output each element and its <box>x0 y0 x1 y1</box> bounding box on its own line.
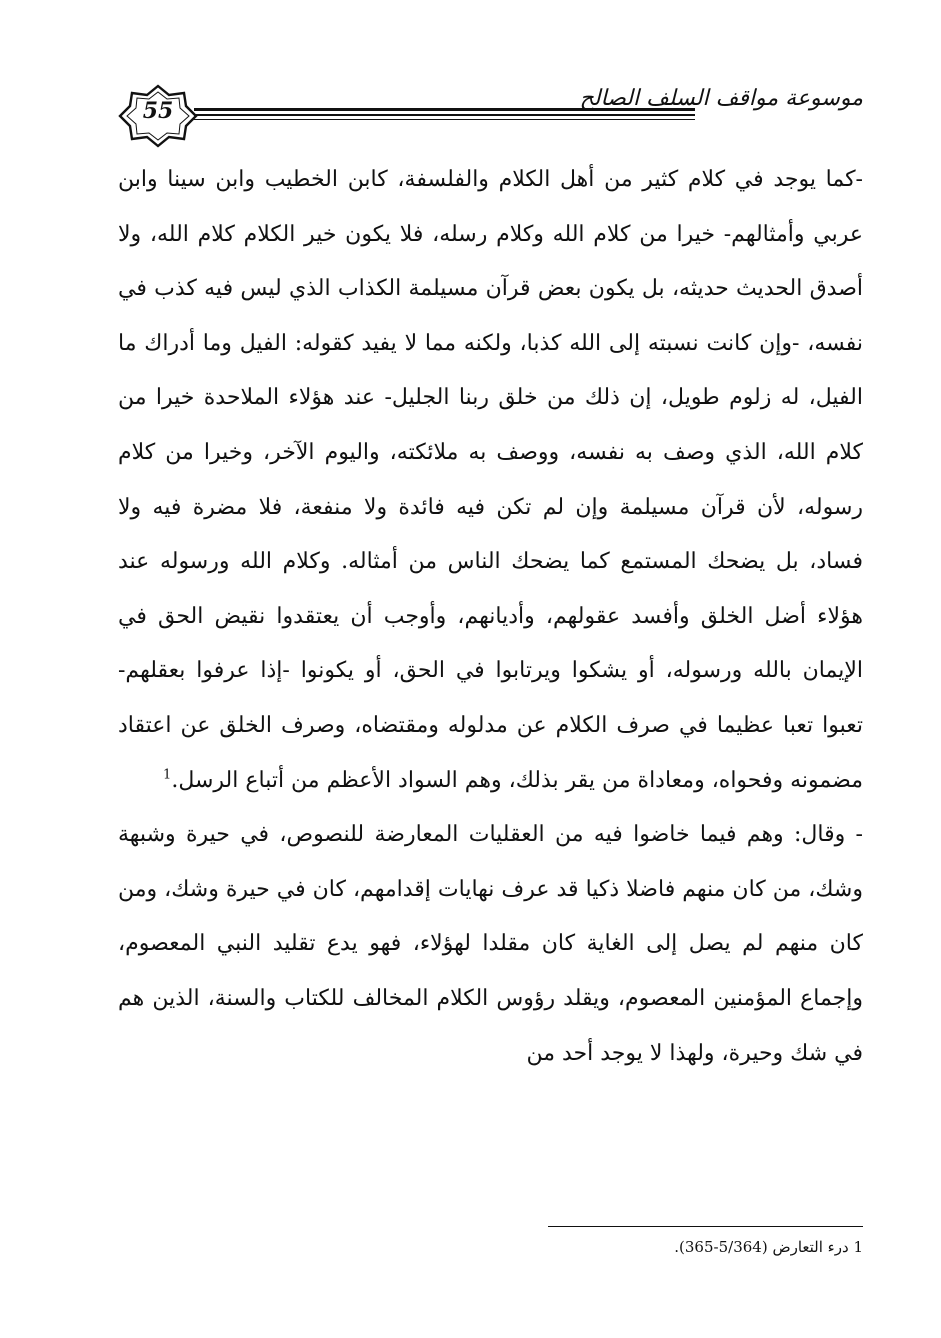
page-header <box>118 84 863 148</box>
footnote-separator <box>548 1226 863 1227</box>
paragraph <box>118 153 863 808</box>
header-rule <box>194 119 695 120</box>
paragraph <box>118 808 863 1081</box>
header-rule <box>194 114 695 116</box>
page-number: 55 <box>142 98 174 124</box>
footnote <box>450 1234 863 1260</box>
body-text <box>118 153 863 1081</box>
paragraph-text: - وقال: وهم فيما خاضوا فيه من العقليات المعارضة للنصوص، في حيرة وشبهة وشك، من كان منهم فاضلا ذكيا قد عرف نهايات إقدامهم، كان في حيرة وشك، ومن كان منهم لم يصل إلى الغاية كان مقلدا لهؤلاء، فهو يدع تقليد النبي المعصوم، وإجماع المؤمنين المعصوم، ويقلد رؤوس الكلام المخالف للكتاب والسنة، الذين هم في شك وحيرة، ولهذا لا يوجد أحد من <box>118 822 863 1066</box>
footnote-text: درء التعارض (5/364-365). <box>674 1238 849 1256</box>
series-title: موسوعة مواقف السلف الصالح <box>579 86 863 111</box>
paragraph-text: -كما يوجد في كلام كثير من أهل الكلام والفلسفة، كابن الخطيب وابن سينا وابن عربي وأمثالهم- خيرا من كلام الله وكلام رسله، فلا يكون خير الكلام كلام الله، ولا أصدق الحديث حديثه، بل يكون بعض قرآن مسيلمة الكذاب الذي ليس فيه كذب في نفسه، -وإن كانت نسبته إلى الله كذبا، ولكنه مما لا يفيد كقوله: الفيل وما أدراك ما الفيل، له زلوم طويل، إن ذلك من خلق ربنا الجليل- عند هؤلاء الملاحدة خيرا من كلام الله، الذي وصف به نفسه، ووصف به ملائكته، واليوم الآخر، وخيرا من كلام رسوله، لأن قرآن مسيلمة وإن لم تكن فيه فائدة ولا منفعة، فلا مضرة فيه ولا فساد، بل يضحك المستمع كما يضحك الناس من أمثاله. وكلام الله ورسوله عند هؤلاء أضل الخلق وأفسد عقولهم، وأديانهم، وأوجب أن يعتقدوا نقيض الحق في الإيمان بالله ورسوله، أو يشكوا ويرتابوا في الحق، أو يكونوا -إذا عرفوا بعقلهم- تعبوا تعبا عظيما في صرف الكلام عن مدلوله ومقتضاه، وصرف الخلق عن اعتقاد مضمونه وفحواه، ومعاداة من يقر بذلك، وهم السواد الأعظم من أتباع الرسل. <box>118 167 863 793</box>
page-number-badge <box>118 84 198 148</box>
footnote-number: 1 <box>853 1238 863 1256</box>
footnote-reference: 1 <box>163 767 172 783</box>
